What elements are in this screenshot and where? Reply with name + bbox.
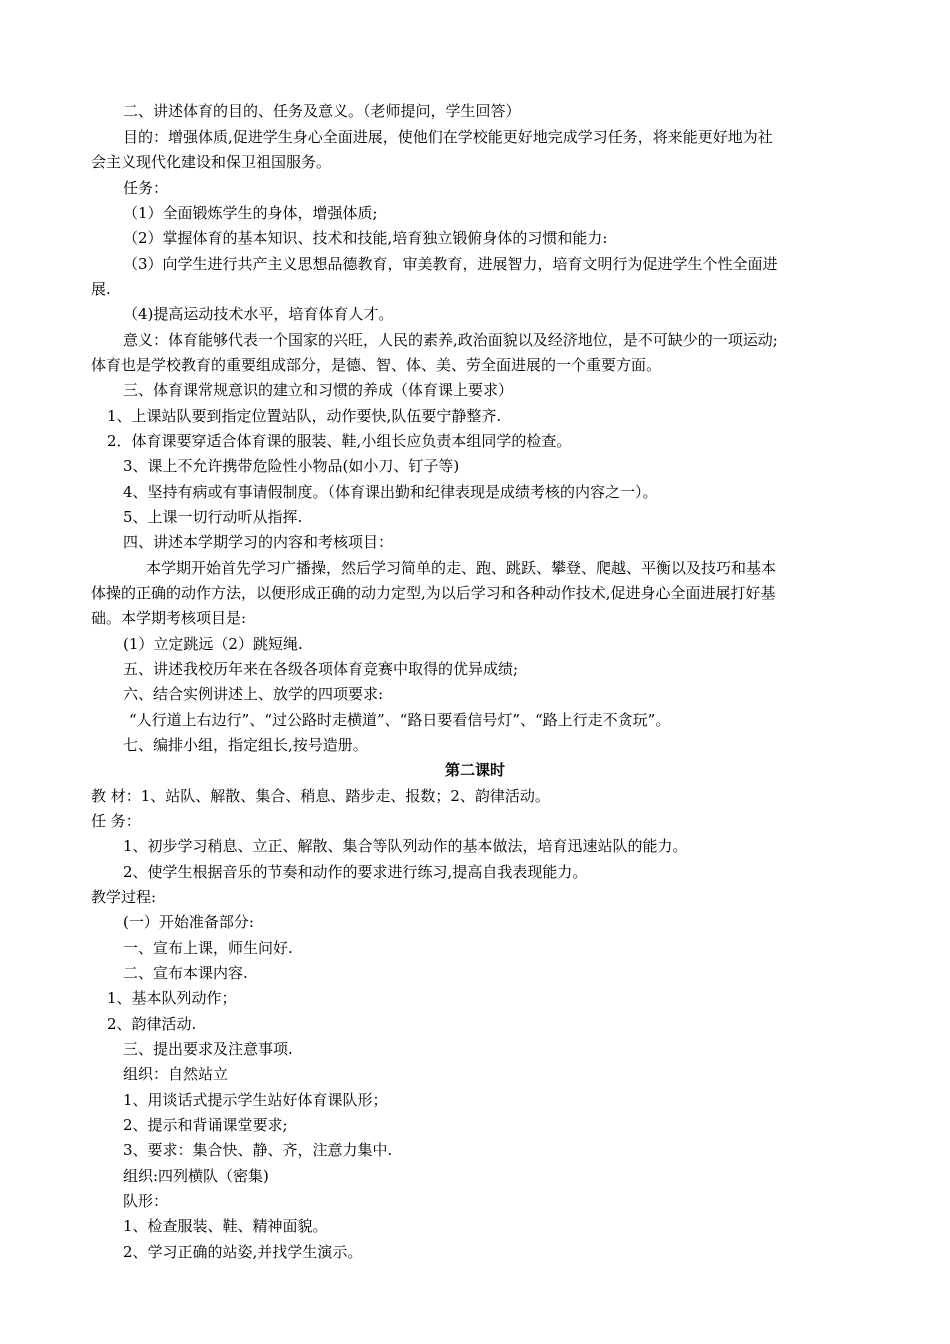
paragraph-line: 1、基本队列动作；: [107, 989, 237, 1007]
paragraph-line: 3、要求：集合快、静、齐，注意力集中.: [123, 1141, 393, 1159]
paragraph-line: “人行道上右边行”、“过公路时走横道”、“路日要看信号灯”、“路上行走不贪玩”。: [129, 711, 671, 729]
paragraph-line: 展.: [91, 280, 111, 298]
paragraph-line: 二、宣布本课内容.: [123, 964, 248, 982]
paragraph-line: 四、讲述本学期学习的内容和考核项目：: [123, 533, 394, 551]
paragraph-line: 2、韵律活动.: [107, 1015, 197, 1033]
paragraph-line: 组织:四列横队（密集): [123, 1167, 269, 1185]
paragraph-line: 会主义现代化建设和保卫祖国服务。: [91, 153, 332, 171]
paragraph-line: 础。本学期考核项目是:: [91, 609, 247, 627]
paragraph-line: 2．体育课要穿适合体育课的服装、鞋,小组长应负责本组同学的检查。: [107, 432, 572, 450]
paragraph-line: 1、初步学习稍息、立正、解散、集合等队列动作的基本做法，培育迅速站队的能力。: [123, 837, 688, 855]
paragraph-line: 1、检查服装、鞋、精神面貌。: [123, 1217, 328, 1235]
paragraph-line: 1、上课站队要到指定位置站队，动作要快,队伍要宁静整齐.: [107, 407, 502, 425]
paragraph-line: 一、宣布上课，师生问好.: [123, 939, 293, 957]
paragraph-line: 任务：: [123, 179, 169, 197]
paragraph-line: 2、使学生根据音乐的节奏和动作的要求进行练习,提高自我表现能力。: [123, 863, 588, 881]
paragraph-line: 2、学习正确的站姿,并找学生演示。: [123, 1243, 363, 1261]
paragraph-line: 六、结合实例讲述上、放学的四项要求:: [123, 685, 384, 703]
paragraph-line: 组织：自然站立: [123, 1065, 229, 1083]
paragraph-line: 教 材：1、站队、解散、集合、稍息、踏步走、报数；2、韵律活动。: [91, 787, 550, 805]
paragraph-line: 4、坚持有病或有事请假制度。（体育课出勤和纪律表现是成绩考核的内容之一）。: [123, 483, 658, 501]
paragraph-line: 本学期开始首先学习广播操，然后学习简单的走、跑、跳跃、攀登、爬越、平衡以及技巧和基本: [146, 559, 777, 577]
paragraph-line: 七、编排小组，指定组长,按号造册。: [123, 736, 368, 754]
paragraph-line: （4)提高运动技术水平，培育体育人才。: [123, 305, 394, 323]
paragraph-line: 教学过程:: [91, 888, 157, 906]
paragraph-line: (一）开始准备部分:: [123, 913, 254, 931]
paragraph-line: 五、讲述我校历年来在各级各项体育竞赛中取得的优异成绩;: [123, 660, 519, 678]
section-heading: 第二课时: [444, 761, 505, 779]
paragraph-line: 体操的正确的动作方法，以便形成正确的动力定型,为以后学习和各种动作技术,促进身心全面进展打好基: [91, 584, 776, 602]
paragraph-line: 体育也是学校教育的重要组成部分，是德、智、体、美、劳全面进展的一个重要方面。: [91, 356, 662, 374]
paragraph-line: 三、体育课常规意识的建立和习惯的养成（体育课上要求）: [123, 381, 514, 399]
paragraph-line: 任 务：: [91, 812, 141, 830]
paragraph-line: 1、用谈话式提示学生站好体育课队形；: [123, 1091, 388, 1109]
paragraph-line: 2、提示和背诵课堂要求;: [123, 1116, 288, 1134]
paragraph-line: (1）立定跳远（2）跳短绳.: [123, 635, 303, 653]
paragraph-line: 三、提出要求及注意事项.: [123, 1040, 293, 1058]
paragraph-line: 意义：体育能够代表一个国家的兴旺，人民的素养,政治面貌以及经济地位，是不可缺少的一项运动;: [123, 331, 778, 349]
paragraph-line: 二、讲述体育的目的、任务及意义。（老师提问，学生回答）: [123, 102, 521, 120]
paragraph-line: （1）全面锻炼学生的身体，增强体质;: [123, 204, 378, 222]
paragraph-line: （3）向学生进行共产主义思想品德教育，审美教育，进展智力，培育文明行为促进学生个性全面进: [123, 255, 778, 273]
paragraph-line: 队形：: [123, 1192, 169, 1210]
paragraph-line: （2）掌握体育的基本知识、技术和技能,培育独立锻俯身体的习惯和能力:: [123, 229, 608, 247]
paragraph-line: 5、上课一切行动听从指挥.: [123, 508, 303, 526]
paragraph-line: 3、课上不允许携带危险性小物品(如小刀、钉子等): [123, 457, 460, 475]
paragraph-line: 目的：增强体质,促进学生身心全面进展，使他们在学校能更好地完成学习任务，将来能更好地为社: [123, 128, 773, 146]
